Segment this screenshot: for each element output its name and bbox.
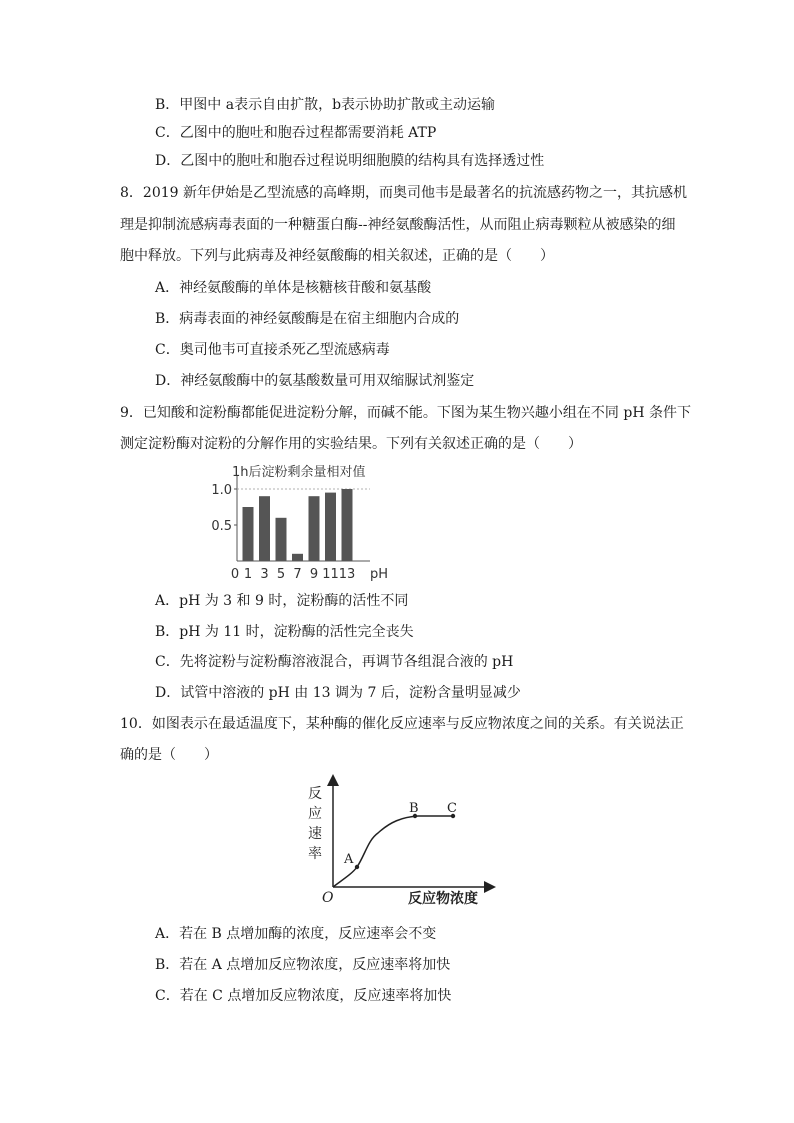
graph-y-label-1: 反 (308, 786, 322, 802)
x-tick-label-1: 1 (243, 567, 253, 582)
graph-x-label: 反应物浓度 (408, 891, 478, 907)
reaction-rate-graph (290, 770, 500, 910)
q8-stem-line-3: 胞中释放。下列与此病毒及神经氨酸酶的相关叙述，正确的是（ ） (120, 248, 554, 264)
point-b-label: B (409, 801, 419, 816)
x-tick-label-0: 0 (230, 567, 240, 582)
bar-ph-3 (259, 496, 270, 561)
q10-stem-line-1: 10．如图表示在最适温度下，某种酶的催化反应速率与反应物浓度之间的关系。有关说法正 (120, 716, 684, 732)
x-tick-label-9: 9 (309, 567, 319, 582)
x-tick-label-13: 13 (338, 567, 356, 582)
bar-ph-13 (342, 489, 353, 561)
q9-option-c: C．先将淀粉与淀粉酶溶液混合，再调节各组混合液的 pH (155, 654, 514, 670)
ph-bar-chart (200, 458, 400, 583)
x-axis-label: pH (370, 567, 389, 582)
q7-option-d: D．乙图中的胞吐和胞吞过程说明细胞膜的结构具有选择透过性 (155, 153, 545, 169)
x-tick-label-11: 11 (322, 567, 339, 582)
q9-option-a: A．pH 为 3 和 9 时，淀粉酶的活性不同 (155, 593, 409, 609)
bar-ph-9 (309, 496, 320, 561)
bar-ph-1 (243, 507, 254, 561)
q8-option-a: A．神经氨酸酶的单体是核糖核苷酸和氨基酸 (155, 280, 432, 296)
x-tick-label-7: 7 (293, 567, 302, 582)
graph-y-label-2: 应 (308, 806, 322, 822)
q9-option-d: D．试管中溶液的 pH 由 13 调为 7 后，淀粉含量明显减少 (155, 685, 521, 701)
q10-option-c: C．若在 C 点增加反应物浓度，反应速率将加快 (155, 988, 452, 1004)
point-c-label: C (447, 801, 457, 816)
q7-option-b: B．甲图中 a表示自由扩散，b表示协助扩散或主动运输 (155, 97, 496, 113)
q8-option-b: B．病毒表面的神经氨酸酶是在宿主细胞内合成的 (155, 311, 460, 327)
q9-option-b: B．pH 为 11 时，淀粉酶的活性完全丧失 (155, 624, 414, 640)
chart-title: 1h后淀粉剩余量相对值 (232, 465, 366, 480)
x-tick-label-3: 3 (260, 567, 269, 582)
bar-ph-5 (276, 518, 287, 561)
q8-stem-line-2: 理是抑制流感病毒表面的一种糖蛋白酶--神经氨酸酶活性，从而阻止病毒颗粒从被感染的细 (120, 217, 676, 233)
q9-stem-line-2: 测定淀粉酶对淀粉的分解作用的实验结果。下列有关叙述正确的是（ ） (120, 436, 582, 452)
q10-option-a: A．若在 B 点增加酶的浓度，反应速率会不变 (155, 926, 437, 942)
y-tick-label-0.5: 0.5 (211, 519, 232, 534)
point-a-label: A (344, 852, 354, 867)
q10-option-b: B．若在 A 点增加反应物浓度，反应速率将加快 (155, 957, 451, 973)
y-tick-label-1.0: 1.0 (211, 483, 232, 498)
q8-option-d: D．神经氨酸酶中的氨基酸数量可用双缩脲试剂鉴定 (155, 373, 475, 389)
graph-y-label-4: 率 (308, 846, 322, 862)
bar-ph-11 (325, 493, 336, 561)
x-tick-label-5: 5 (276, 567, 286, 582)
graph-origin-label: O (322, 890, 334, 906)
q9-stem-line-1: 9．已知酸和淀粉酶都能促进淀粉分解，而碱不能。下图为某生物兴趣小组在不同 pH 条件下 (120, 405, 691, 421)
graph-y-label-3: 速 (308, 826, 322, 842)
q10-stem-line-2: 确的是（ ） (120, 747, 218, 763)
bar-ph-7 (292, 554, 303, 561)
q8-option-c: C．奥司他韦可直接杀死乙型流感病毒 (155, 342, 390, 358)
q8-stem-line-1: 8．2019 新年伊始是乙型流感的高峰期，而奥司他韦是最著名的抗流感药物之一，其抗感机 (120, 185, 687, 201)
q7-option-c: C．乙图中的胞吐和胞吞过程都需要消耗 ATP (155, 125, 437, 141)
point-a-marker (355, 865, 359, 869)
